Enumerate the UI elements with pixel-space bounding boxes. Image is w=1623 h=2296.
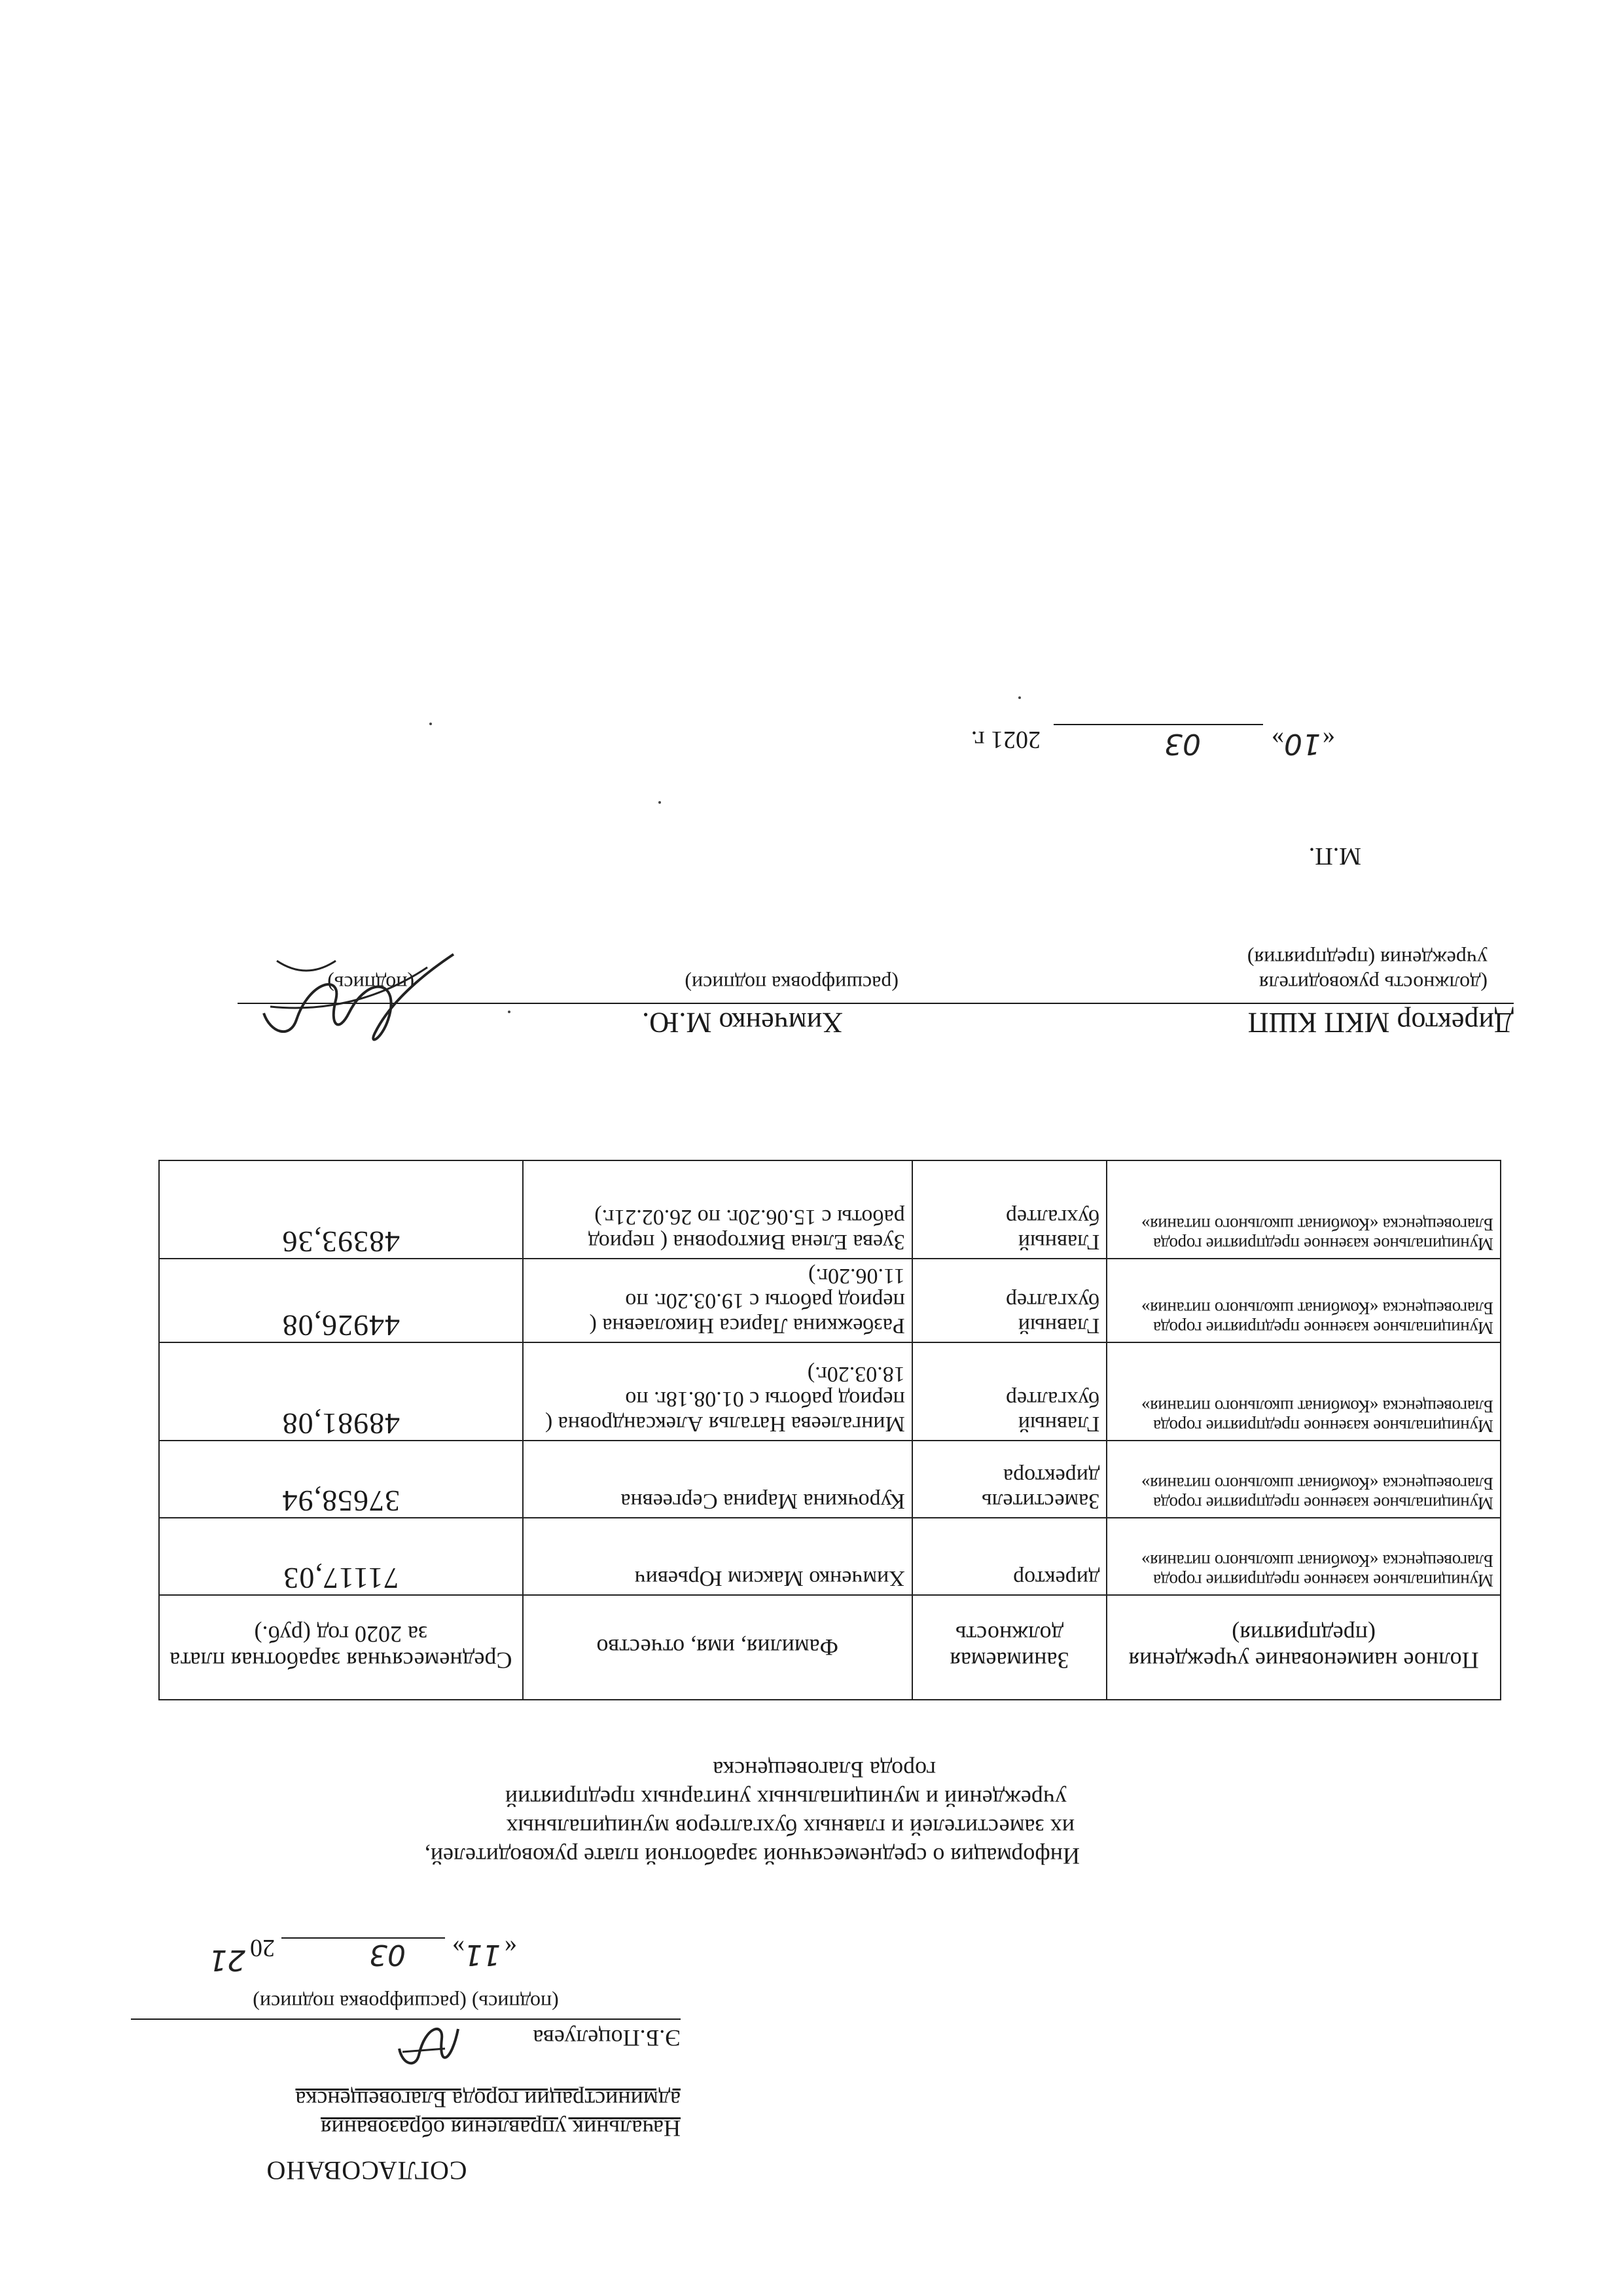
cell-name: Мингалеева Наталья Александровна ( период работы с 01.08.18г. по 18.03.20г.) bbox=[523, 1342, 912, 1441]
approval-date-close-quote: » bbox=[452, 1934, 465, 1962]
director-caption-name: (расшифровка подписи) bbox=[685, 972, 899, 996]
cell-salary: 44926,08 bbox=[159, 1259, 523, 1342]
bottom-date-open-quote: « bbox=[1323, 726, 1335, 753]
scan-speck bbox=[658, 801, 661, 804]
table-row bbox=[159, 1441, 1501, 1518]
title-line: их заместителей и главных бухгалтеров муниципальных bbox=[506, 1814, 1075, 1840]
cell-salary: 37658,94 bbox=[159, 1441, 523, 1518]
cell-name: Химченко Максим Юрьевич bbox=[523, 1518, 912, 1595]
bottom-date-close-quote: » bbox=[1272, 726, 1284, 753]
cell-org: Муниципальное казенное предприятие города Благовещенска «Комбинат школьного питания» bbox=[1107, 1259, 1501, 1342]
approval-signature-row bbox=[131, 2020, 681, 2079]
director-block bbox=[238, 935, 1514, 1039]
cell-position: Главный бухгалтер bbox=[912, 1342, 1107, 1441]
cell-salary: 48393,36 bbox=[159, 1160, 523, 1259]
title-line: Информация о среднемесячной заработной плате руководителей, bbox=[424, 1843, 1080, 1869]
bottom-date-year: 2021 г. bbox=[971, 726, 1041, 753]
bottom-date-month: 03 bbox=[1164, 727, 1201, 761]
cell-salary: 48981,08 bbox=[159, 1342, 523, 1441]
approval-block bbox=[131, 1916, 681, 2185]
director-caption-position bbox=[1247, 946, 1488, 996]
header-name: Фамилия, имя, отчество bbox=[523, 1595, 912, 1700]
cell-name: Зуева Елена Викторовна ( период работы с 15.06.20г. по 26.02.21г.) bbox=[523, 1160, 912, 1259]
approval-date-open-quote: « bbox=[505, 1934, 517, 1962]
approval-title: СОГЛАСОВАНО bbox=[266, 2156, 467, 2185]
approval-date-year-suffix: 21 bbox=[209, 1943, 245, 1977]
approval-date-year-prefix: 20 bbox=[250, 1934, 275, 1962]
table-header-row bbox=[159, 1595, 1501, 1700]
bottom-date-day: 10 bbox=[1284, 727, 1321, 761]
cell-salary: 71117,03 bbox=[159, 1518, 523, 1595]
cell-org: Муниципальное казенное предприятие города Благовещенска «Комбинат школьного питания» bbox=[1107, 1160, 1501, 1259]
director-position: Директор МКП КШП bbox=[1247, 1007, 1514, 1039]
scan-speck bbox=[429, 723, 432, 725]
cell-name: Курочкина Марина Сергеевна bbox=[523, 1441, 912, 1518]
title-line: города Благовещенска bbox=[713, 1757, 936, 1783]
director-name: Химченко М.Ю. bbox=[642, 1007, 843, 1039]
stamp-label: М.П. bbox=[1308, 842, 1361, 870]
table-row bbox=[159, 1160, 1501, 1259]
cell-position: Главный бухгалтер bbox=[912, 1160, 1107, 1259]
table-row bbox=[159, 1342, 1501, 1441]
approval-position-line2: администрации города Благовещенска bbox=[295, 2087, 681, 2113]
table-row bbox=[159, 1259, 1501, 1342]
cell-org: Муниципальное казенное предприятие города Благовещенска «Комбинат школьного питания» bbox=[1107, 1441, 1501, 1518]
director-caption-position-line2: учреждения (предприятия) bbox=[1247, 947, 1488, 971]
salary-table bbox=[158, 1160, 1501, 1700]
approval-position-line1: Начальник управления образования bbox=[320, 2115, 681, 2142]
approval-date-rule bbox=[281, 1937, 445, 1939]
approval-date-month: 03 bbox=[369, 1938, 406, 1971]
cell-position: директор bbox=[912, 1518, 1107, 1595]
scan-speck bbox=[508, 1011, 510, 1013]
header-org: Полное наименование учреждения (предприятия) bbox=[1107, 1595, 1501, 1700]
approval-date-day: 11 bbox=[464, 1938, 501, 1971]
director-signature bbox=[251, 922, 467, 1059]
cell-name: Разбежкина Лариса Николаевна ( период работы с 19.03.20г. по 11.06.20г.) bbox=[523, 1259, 912, 1342]
approval-date bbox=[131, 1916, 681, 1988]
scan-speck bbox=[1018, 696, 1021, 699]
director-caption-position-line1: (должность руководителя bbox=[1258, 972, 1488, 996]
bottom-date-rule bbox=[1054, 724, 1263, 725]
bottom-date bbox=[903, 708, 1361, 761]
cell-position: Главный бухгалтер bbox=[912, 1259, 1107, 1342]
cell-org: Муниципальное казенное предприятие города Благовещенска «Комбинат школьного питания» bbox=[1107, 1342, 1501, 1441]
approval-signatory: Э.Б.Поцелуева bbox=[533, 2025, 681, 2051]
document-title bbox=[386, 1755, 1080, 1871]
approval-signature-mark bbox=[393, 2016, 465, 2075]
director-caption-sign: (подпись) bbox=[327, 972, 414, 996]
header-position: Занимаемая должность bbox=[912, 1595, 1107, 1700]
header-salary: Среднемесячная заработная плата за 2020 год (руб.) bbox=[159, 1595, 523, 1700]
title-line: учреждений и муниципальных унитарных предприятий bbox=[505, 1785, 1067, 1812]
cell-position: Заместитель директора bbox=[912, 1441, 1107, 1518]
approval-caption: (подпись) (расшифровка подписи) bbox=[253, 1991, 559, 2015]
cell-org: Муниципальное казенное предприятие города Благовещенска «Комбинат школьного питания» bbox=[1107, 1518, 1501, 1595]
table-row bbox=[159, 1518, 1501, 1595]
